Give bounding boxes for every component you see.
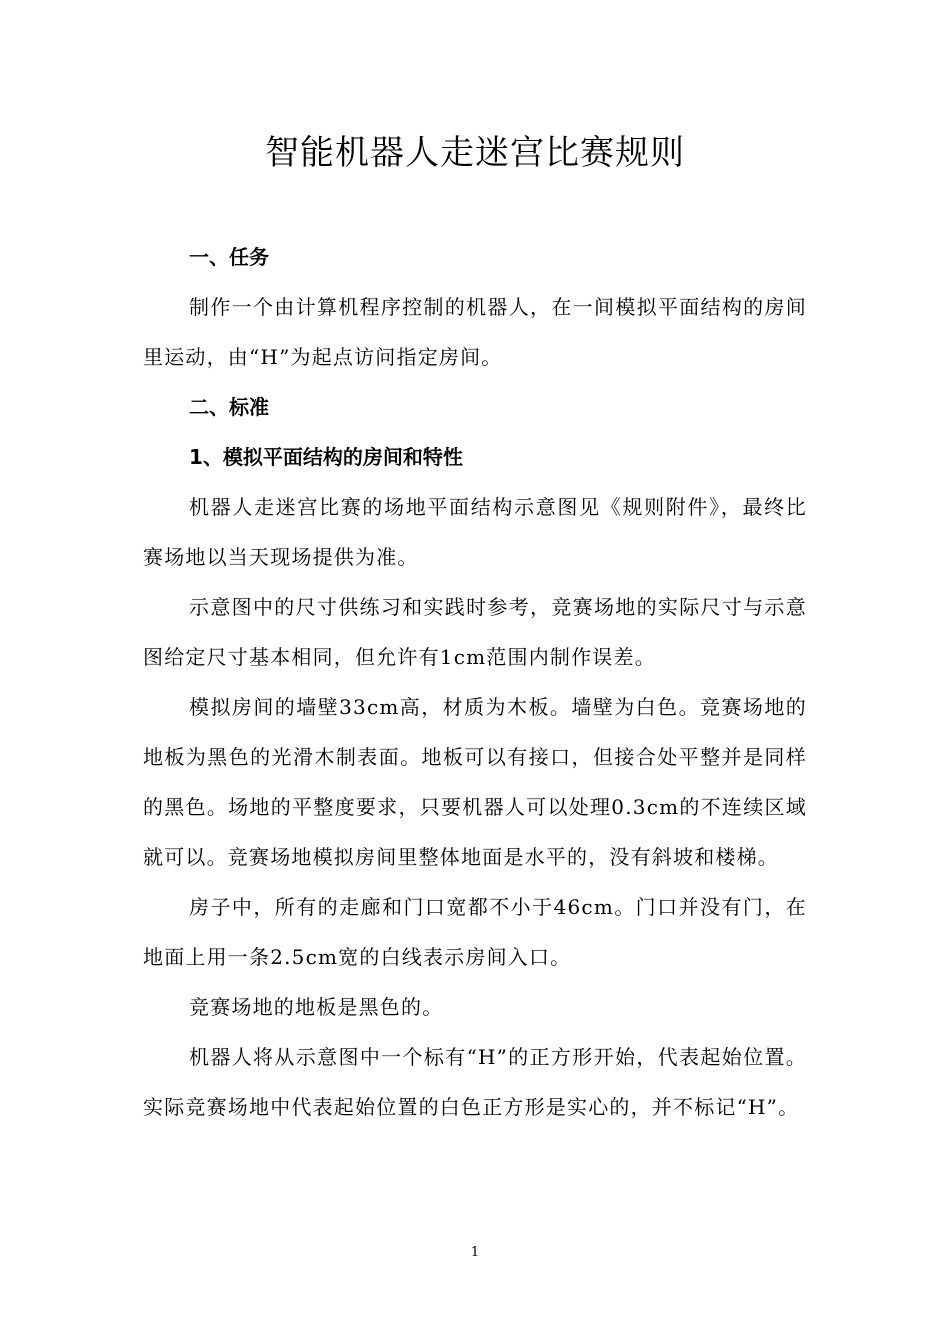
paragraph-task: 制作一个由计算机程序控制的机器人，在一间模拟平面结构的房间里运动，由“H”为起点访问指定房间。 bbox=[143, 295, 807, 369]
page-number: 1 bbox=[470, 1245, 480, 1260]
paragraph-walls-floor: 模拟房间的墙壁33cm高，材质为木板。墙壁为白色。竞赛场地的地板为黑色的光滑木制表面。地板可以有接口，但接合处平整并是同样的黑色。场地的平整度要求，只要机器人可以处理0.3cm的不连续区域就可以。竞赛场地模拟房间里整体地面是水平的，没有斜坡和楼梯。 bbox=[143, 695, 807, 869]
section-heading-task: 一、任务 bbox=[189, 245, 269, 269]
section-heading-standard: 二、标准 bbox=[189, 395, 269, 419]
paragraph-dimensions: 示意图中的尺寸供练习和实践时参考，竞赛场地的实际尺寸与示意图给定尺寸基本相同，但允许有1cm范围内制作误差。 bbox=[143, 595, 807, 669]
document-body bbox=[143, 232, 807, 1132]
paragraph-corridors: 房子中，所有的走廊和门口宽都不小于46cm。门口并没有门，在地面上用一条2.5cm宽的白线表示房间入口。 bbox=[143, 895, 807, 969]
paragraph-field-layout: 机器人走迷宫比赛的场地平面结构示意图见《规则附件》，最终比赛场地以当天现场提供为准。 bbox=[143, 495, 807, 569]
paragraph-start-position: 机器人将从示意图中一个标有“H”的正方形开始，代表起始位置。实际竞赛场地中代表起始位置的白色正方形是实心的，并不标记“H”。 bbox=[143, 1045, 807, 1119]
page-title: 智能机器人走迷宫比赛规则 bbox=[265, 133, 685, 173]
subsection-heading-rooms: 1、模拟平面结构的房间和特性 bbox=[189, 445, 463, 469]
paragraph-floor-color: 竞赛场地的地板是黑色的。 bbox=[189, 995, 444, 1019]
